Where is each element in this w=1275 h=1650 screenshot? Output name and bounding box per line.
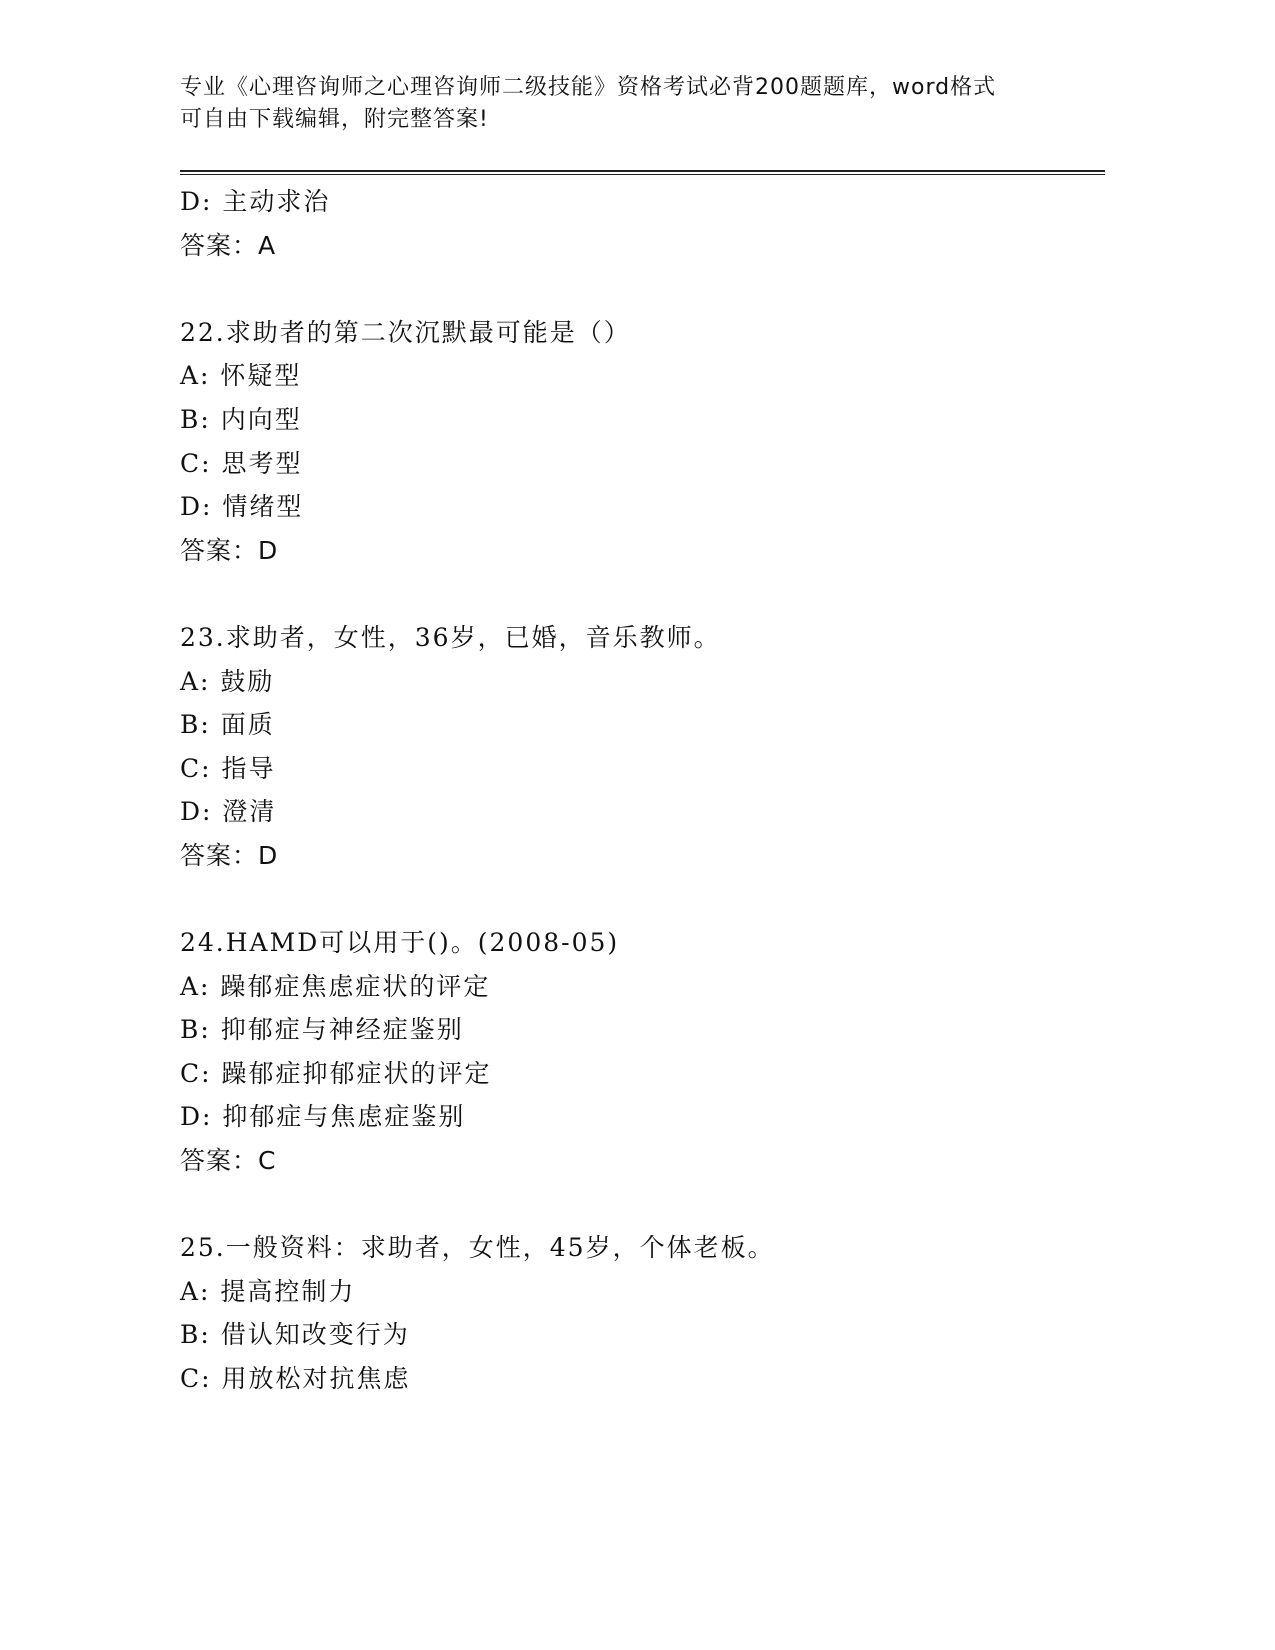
option-b: B: 内向型 <box>180 404 302 434</box>
option-b: B: 面质 <box>180 710 275 740</box>
header-divider-bottom <box>180 174 1105 175</box>
option-b: B: 抑郁症与神经症鉴别 <box>180 1015 464 1045</box>
question-stem: 23.求助者，女性，36岁，已婚，音乐教师。 <box>180 622 721 652</box>
spacer <box>180 572 1105 616</box>
option-a: A: 躁郁症焦虑症状的评定 <box>180 971 491 1001</box>
option-c: C: 用放松对抗焦虑 <box>180 1364 411 1394</box>
option-c: C: 思考型 <box>180 448 303 478</box>
spacer <box>180 878 1105 922</box>
option-c: C: 指导 <box>180 753 276 783</box>
question-stem: 25.一般资料：求助者，女性，45岁，个体老板。 <box>180 1233 775 1263</box>
option-a: A: 鼓励 <box>180 666 275 696</box>
answer-line: 答案：A <box>180 230 277 260</box>
option-b: B: 借认知改变行为 <box>180 1320 410 1350</box>
answer-line: 答案：D <box>180 535 279 565</box>
option-d: D: 抑郁症与焦虑症鉴别 <box>180 1102 466 1132</box>
question-stem: 22.求助者的第二次沉默最可能是（） <box>180 317 631 347</box>
option-d: D: 澄清 <box>180 797 277 827</box>
option-c: C: 躁郁症抑郁症状的评定 <box>180 1058 492 1088</box>
spacer <box>180 1183 1105 1227</box>
option-a: A: 提高控制力 <box>180 1276 356 1306</box>
answer-line: 答案：C <box>180 1146 277 1176</box>
spacer <box>180 267 1105 311</box>
header-line-1: 专业《心理咨询师之心理咨询师二级技能》资格考试必背200题题库，word格式 <box>180 75 997 100</box>
answer-line: 答案：D <box>180 840 279 870</box>
header-line-2: 可自由下载编辑，附完整答案! <box>180 107 489 132</box>
option-d: D: 情绪型 <box>180 492 304 522</box>
header-divider-top <box>180 170 1105 172</box>
document-header <box>180 72 1060 136</box>
option-a: A: 怀疑型 <box>180 361 302 391</box>
question-list <box>180 180 1105 1401</box>
option-d: D: 主动求治 <box>180 187 331 216</box>
question-stem: 24.HAMD可以用于()。(2008-05) <box>180 928 620 958</box>
